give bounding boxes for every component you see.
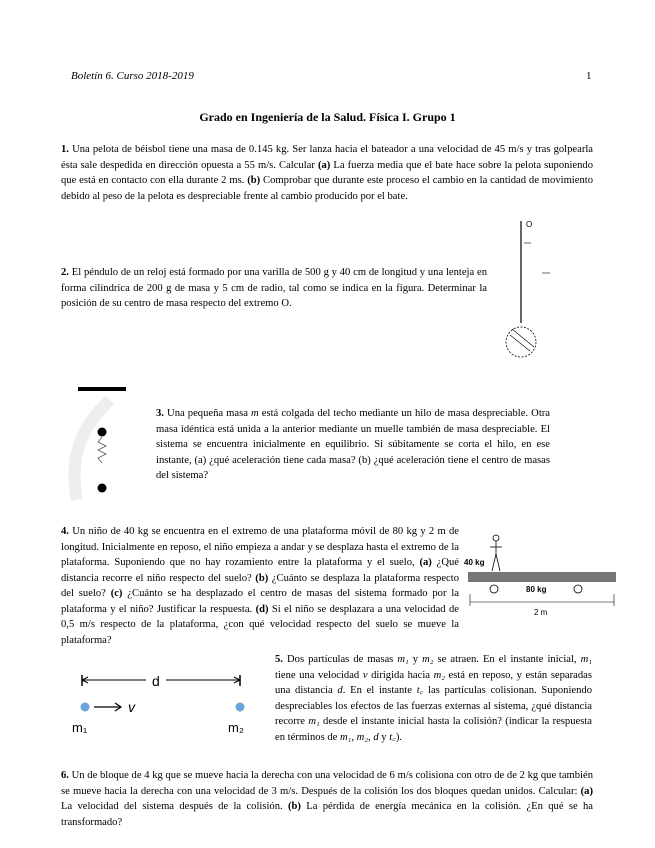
velocity-label: v <box>128 699 135 715</box>
problem-3: 3. Una pequeña masa m está colgada del techo mediante un hilo de masa despreciable. Otra masa idéntica está unida a la anterior mediante un muelle también de masa despreciable. El sistema se encuentra inicialmente en equilibrio. Si súbitamente se corta el hilo, en ese instante, (a) ¿qué aceleración tiene cada masa? (b) ¿qué aceleración tiene el centro de masas del sistema? <box>156 408 550 481</box>
problem-6: 6. Un de bloque de 4 kg que se mueve hacia la derecha con una velocidad de 6 m/s colisiona con otro de de 2 kg que también se mueve hacia la derecha con una velocidad de 3 m/s. Después de la colisión los dos bloques quedan unidos. Calcular: (a) La velocidad del sistema después de la colisión. (b) La pérdida de energía mecánica en la colisión. ¿En qué se ha transformado? <box>61 770 593 828</box>
problem-4: 4. Un niño de 40 kg se encuentra en el extremo de una plataforma móvil de 80 kg y 2 m de longitud. Inicialmente en reposo, el niño empieza a andar y se desplaza hasta el extremo de la plataforma. Suponiendo que no hay rozamiento entre la plataforma y el suelo, (a) ¿Qué distancia recorre el niño respecto del suelo? (b) ¿Cuánto se desplaza la plataforma respecto del suelo? (c) ¿Cuánto se ha desplazado el centro de masas del sistema formado por la plataforma y el niño? Justificar la respuesta. (d) Si el niño se desplazara a una velocidad de 0,5 m/s respecto de la plataforma, ¿con qué velocidad respecto del suelo se mueve la plataforma? <box>61 526 459 646</box>
spring-mass-figure <box>78 378 138 500</box>
platform-figure <box>462 532 618 624</box>
pivot-label: O <box>526 220 533 229</box>
pendulum-figure <box>500 215 560 360</box>
page-number: 1 <box>586 70 592 82</box>
distance-label: d <box>152 673 160 689</box>
problem-2: 2. El péndulo de un reloj está formado por una varilla de 500 g y 40 cm de longitud y una lenteja en forma cilíndrica de 200 g de masa y 5 cm de radio, tal como se indica en la figura. Determinar la posición de su centro de masa respecto del extremo O. <box>61 267 487 309</box>
problem-1: 1. Una pelota de béisbol tiene una masa de 0.145 kg. Ser lanza hacia el bateador a una velocidad de 45 m/s y tras golpearla ésta sale despedida en dirección opuesta a 55 m/s. Calcular (a) La fuerza media que el bate hace sobre la pelota suponiendo que está en contacto con ella durante 2 ms. (b) Comprobar que durante este proceso el cambio en la cantidad de movimiento debido al peso de la pelota es despreciable frente al cambio producido por el bate. <box>61 144 593 202</box>
child-mass-label: 40 kg <box>464 558 485 567</box>
platform-length-label: 2 m <box>534 608 548 617</box>
problem-5: 5. Dos partículas de masas m₁ y m₂ se atraen. En el instante inicial, m₁ tiene una velocidad v dirigida hacia m₂ está en reposo, y están separadas una distancia d. En el instante t꜀ las partículas colisionan. Suponiendo despreciables los efectos de las fuerzas externas al sistema, ¿qué distancia recorre m₁ desde el instante inicial hasta la colisión? (indicar la respuesta en términos de m₁, m₂, d y t꜀). <box>275 654 592 743</box>
m1-label: m₁ <box>72 720 88 735</box>
particles-figure <box>68 668 268 738</box>
platform-mass-label: 80 kg <box>526 585 547 594</box>
header-course: Boletín 6. Curso 2018-2019 <box>71 70 194 82</box>
m2-label: m₂ <box>228 720 244 735</box>
page-title: Grado en Ingeniería de la Salud. Física I. Grupo 1 <box>199 110 456 124</box>
